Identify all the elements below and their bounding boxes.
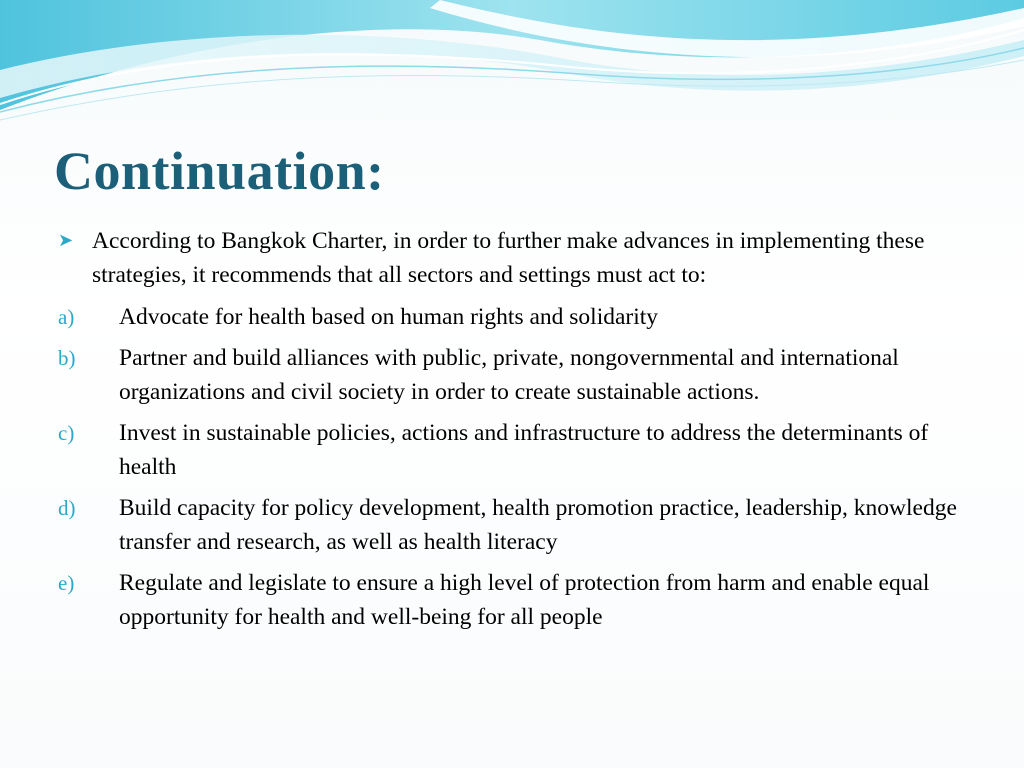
list-marker: c) [58,421,75,445]
list-marker: d) [58,496,76,520]
slide-content [58,224,978,641]
intro-text: According to Bangkok Charter, in order to further make advances in implementing these strategies, it recommends that all sectors and settings must act to: [92,228,925,288]
list-marker: b) [58,346,76,370]
list-item-text: Build capacity for policy development, health promotion practice, leadership, knowledge transfer and research, as well as health literacy [119,495,957,555]
list-item-text: Partner and build alliances with public, private, nongovernmental and international organizations and civil society in order to create sustainable actions. [119,345,899,405]
intro-bullet [58,224,978,292]
wave-header-decoration [0,0,1024,130]
list-item [58,566,978,634]
list-item-text: Advocate for health based on human rights and solidarity [119,304,659,330]
list-item [58,416,978,484]
list-item-text: Invest in sustainable policies, actions and infrastructure to address the determinants of health [119,420,929,480]
list-marker: e) [58,571,75,595]
list-item [58,491,978,559]
list-item [58,300,978,334]
list-item [58,341,978,409]
slide-title: Continuation: [54,141,385,201]
arrow-bullet-icon: ➤ [58,230,74,251]
list-marker: a) [58,305,75,329]
list-item-text: Regulate and legislate to ensure a high level of protection from harm and enable equal opportunity for health and well-being for all people [119,570,930,630]
